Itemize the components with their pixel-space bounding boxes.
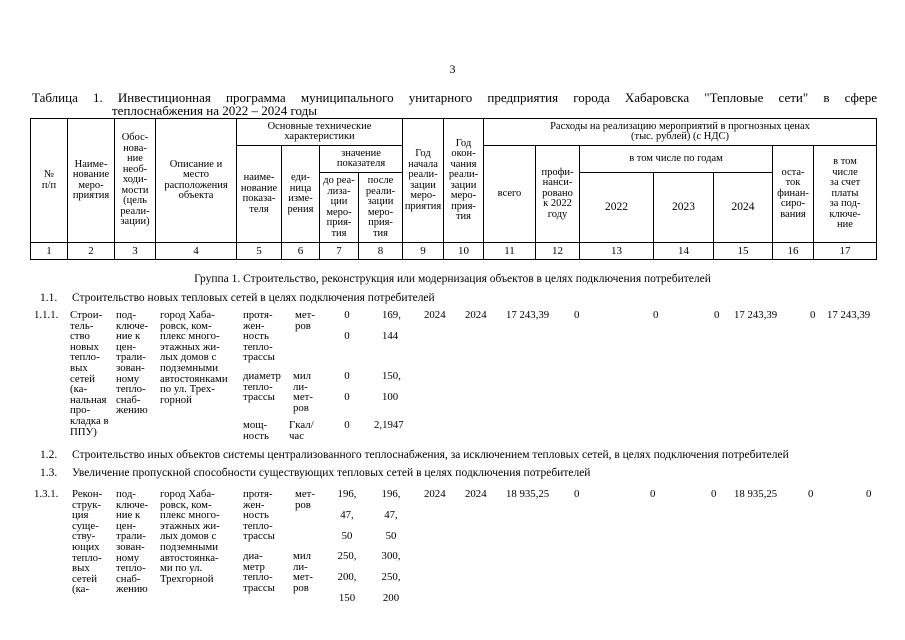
header-before: до реа- лиза- ции меро- прия- тия [320, 173, 359, 243]
row-after-length: 196, 47, 50 [381, 488, 401, 543]
row-start-year: 2024 [424, 488, 446, 500]
header-indicator-value: значение показателя [320, 146, 403, 173]
row-unit-diameter: мил ли- мет- ров [293, 550, 313, 594]
row-before-length: 0 0 [344, 309, 350, 343]
row-name: Строи- тель- ство новых тепло- вых сетей (ка- нальная про- кладка в ППУ) [70, 309, 109, 438]
row-after-length: 169, 144 [382, 309, 401, 343]
row-total: 17 243,39 [506, 309, 550, 321]
header-financed: профи- нанси- ровано к 2022 году [536, 146, 580, 243]
header-no: № п/п [31, 119, 68, 243]
page-number: 3 [449, 62, 456, 76]
section-title: Увеличение пропускной способности существующих тепловых сетей в целях подключения потребителей [72, 467, 591, 479]
row-connection-fee: 17 243,39 [827, 309, 871, 321]
group-title: Группа 1. Строительство, реконструкция или модернизация объектов в целях подключения потребителей [194, 273, 711, 285]
row-remainder: 0 [808, 488, 814, 500]
row-unit-power: Гкал/ час [289, 419, 314, 442]
row-connection-fee: 0 [866, 488, 872, 500]
row-unit-diameter: мил ли- мет- ров [293, 370, 313, 414]
header-name: Наиме- нование меро- приятия [68, 119, 115, 243]
row-indicator-diameter: диа- метр тепло- трассы [243, 550, 275, 594]
column-number: 13 [580, 243, 654, 260]
row-indicator-length: протя- жен- ность тепло- трассы [243, 488, 275, 543]
row-start-year: 2024 [424, 309, 446, 321]
header-indicator-name: наиме- нование показа- теля [237, 146, 282, 243]
row-financed: 0 [574, 488, 580, 500]
header-tech: Основные технические характеристики [237, 119, 403, 146]
row-2022: 0 [650, 488, 656, 500]
row-total: 18 935,25 [506, 488, 550, 500]
row-before-power: 0 [344, 419, 350, 431]
header-after: после реали- зации меро- прия- тия [359, 173, 403, 243]
row-2022: 0 [653, 309, 659, 321]
row-indicator-power: мощ- ность [243, 419, 269, 442]
section-number: 1.1. [40, 292, 58, 304]
row-name: Рекон- струк- ция суще- ству- ющих тепло- вых сетей (ка- [72, 488, 103, 596]
header-unit: еди- ница изме- рения [282, 146, 320, 243]
row-number: 1.1.1. [34, 309, 59, 321]
section-number: 1.2. [40, 449, 58, 461]
table-header [30, 118, 877, 260]
row-before-diameter: 250, 200, 150 [337, 550, 357, 605]
table-caption-line2: теплоснабжения на 2022 – 2024 годы [112, 103, 317, 118]
header-costs: Расходы на реализацию мероприятий в прогнозных ценах (тыс. рублей) (с НДС) [484, 119, 877, 146]
column-number: 2 [68, 243, 115, 260]
column-number: 6 [282, 243, 320, 260]
header-remainder: оста- ток финан- сиро- вания [773, 146, 814, 243]
row-indicator-length: протя- жен- ность тепло- трассы [243, 309, 275, 364]
header-end-year: Год окон- чания реали- зации меро- прия- тия [444, 119, 484, 243]
header-year-2024: 2024 [714, 173, 773, 243]
row-description: город Хаба- ровск, ком- плекс много- этажных жи- лых домов с подземными автостоянка- ми по ул. Трехгорной [160, 488, 220, 585]
header-year-2023: 2023 [654, 173, 714, 243]
column-number: 11 [484, 243, 536, 260]
column-number: 16 [773, 243, 814, 260]
column-number: 17 [814, 243, 877, 260]
column-number: 15 [714, 243, 773, 260]
row-indicator-diameter: диаметр тепло- трассы [243, 370, 281, 404]
column-number: 7 [320, 243, 359, 260]
row-end-year: 2024 [465, 309, 487, 321]
column-number: 3 [115, 243, 156, 260]
row-remainder: 0 [810, 309, 816, 321]
row-unit-length: мет- ров [295, 488, 315, 511]
column-number: 10 [444, 243, 484, 260]
column-number: 9 [403, 243, 444, 260]
table-caption: Таблица 1. Инвестиционная программа муниципального унитарного предприятия города Хабаровска "Тепловые сети" в сфере [32, 90, 877, 105]
column-number: 12 [536, 243, 580, 260]
row-2023: 0 [714, 309, 720, 321]
header-description: Описание и место расположения объекта [156, 119, 237, 243]
row-after-power: 2,1947 [374, 419, 404, 431]
header-reason: Обос- нова- ние необ- ходи- мости (цель реали- зации) [115, 119, 156, 243]
column-number: 8 [359, 243, 403, 260]
header-year-2022: 2022 [580, 173, 654, 243]
row-description: город Хаба- ровск, ком- плекс много- этажных жи- лых домов с подземными автостоянками по ул. Трех- горной [160, 309, 228, 406]
row-before-diameter: 0 0 [344, 370, 350, 404]
header-connection-fee: в том числе за счет платы за под- ключе- ние [814, 146, 877, 243]
header-start-year: Год начала реали- зации меро- приятия [403, 119, 444, 243]
section-title: Строительство новых тепловых сетей в целях подключения потребителей [72, 292, 435, 304]
row-2023: 0 [711, 488, 717, 500]
row-number: 1.3.1. [34, 488, 59, 500]
row-after-diameter: 150, 100 [382, 370, 401, 404]
row-2024: 18 935,25 [734, 488, 778, 500]
header-total: всего [484, 146, 536, 243]
row-end-year: 2024 [465, 488, 487, 500]
header-by-years: в том числе по годам [580, 146, 773, 173]
column-number: 14 [654, 243, 714, 260]
section-number: 1.3. [40, 467, 58, 479]
column-number: 5 [237, 243, 282, 260]
row-reason: под- ключе- ние к цен- трали- зован- ному тепло- снаб- жению [116, 309, 149, 417]
row-financed: 0 [574, 309, 580, 321]
row-before-length: 196, 47, 50 [337, 488, 357, 543]
row-unit-length: мет- ров [295, 309, 315, 332]
section-title: Строительство иных объектов системы централизованного теплоснабжения, за исключением тепловых сетей, в целях подключения потребителей [72, 449, 789, 461]
row-reason: под- ключе- ние к цен- трали- зован- ному тепло- снаб- жению [116, 488, 149, 596]
column-number: 1 [31, 243, 68, 260]
row-2024: 17 243,39 [734, 309, 778, 321]
column-number: 4 [156, 243, 237, 260]
row-after-diameter: 300, 250, 200 [381, 550, 401, 605]
